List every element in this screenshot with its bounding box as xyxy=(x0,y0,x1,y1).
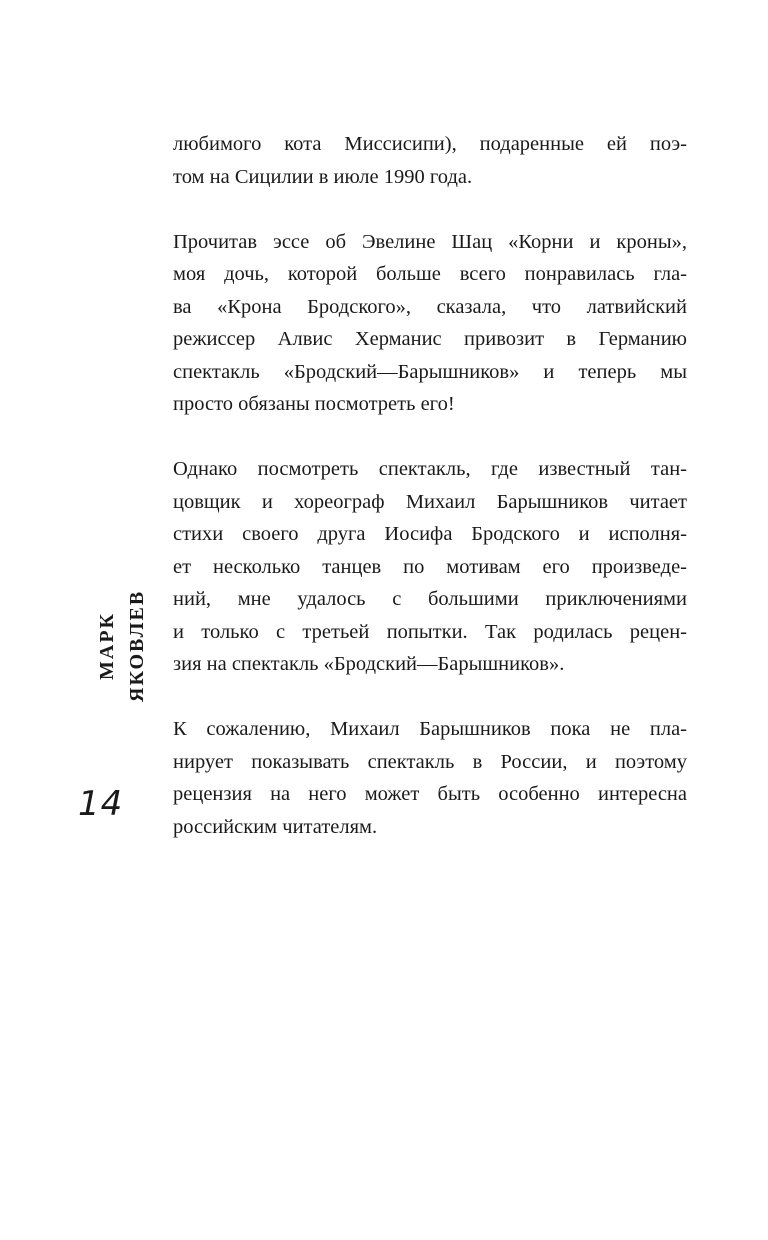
paragraph-4 xyxy=(173,713,687,843)
text-line: просто обязаны посмотреть его! xyxy=(173,393,455,415)
text-line: и только с третьей попытки. Так родилась рецен- xyxy=(173,620,687,643)
text-line: Прочитав эссе об Эвелине Шац «Корни и кроны», xyxy=(173,230,687,253)
text-line: цовщик и хореограф Михаил Барышников читает xyxy=(173,490,687,513)
text-line: ет несколько танцев по мотивам его произведе- xyxy=(173,555,687,578)
text-line: ва «Крона Бродского», сказала, что латвийский xyxy=(173,295,687,318)
text-line: спектакль «Бродский—Барышников» и теперь мы xyxy=(173,360,687,383)
text-line: рецензия на него может быть особенно интересна xyxy=(173,783,687,805)
page-number: 14 xyxy=(78,784,124,824)
running-head-author: МАРК ЯКОВЛЕВ xyxy=(96,589,148,703)
text-line: том на Сицилии в июле 1990 года. xyxy=(173,165,473,188)
text-line: зия на спектакль «Бродский—Барышников». xyxy=(173,653,565,675)
paragraph-3 xyxy=(173,453,687,681)
paragraph-2 xyxy=(173,226,687,421)
text-line: моя дочь, которой больше всего понравилась гла- xyxy=(173,263,687,285)
text-line: К сожалению, Михаил Барышников пока не пла- xyxy=(173,718,687,740)
text-line: ний, мне удалось с большими приключениями xyxy=(173,588,687,610)
text-line: нирует показывать спектакль в России, и поэтому xyxy=(173,750,687,773)
text-line: режиссер Алвис Херманис привозит в Германию xyxy=(173,328,687,350)
text-line: любимого кота Миссисипи), подаренные ей поэ- xyxy=(173,133,687,155)
paragraph-1 xyxy=(173,128,687,193)
text-line: стихи своего друга Иосифа Бродского и исполня- xyxy=(173,523,687,545)
body-text xyxy=(173,128,687,843)
text-line: российским читателям. xyxy=(173,815,378,838)
text-line: Однако посмотреть спектакль, где известный тан- xyxy=(173,458,687,480)
